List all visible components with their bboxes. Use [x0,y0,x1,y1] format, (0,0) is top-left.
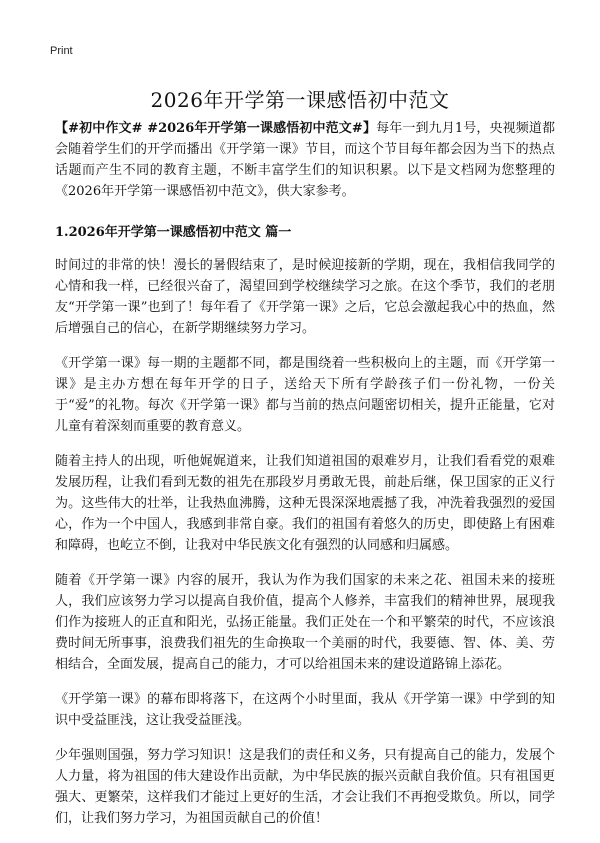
article-body [55,118,555,843]
body-paragraph: 《开学第一课》的幕布即将落下，在这两个小时里面，我从《开学第一课》中学到的知识中受益匪浅，这让我受益匪浅。 [55,692,555,728]
body-paragraph: 《开学第一课》每一期的主题都不同，都是围绕着一些积极向上的主题，而《开学第一课》是主办方想在每年开学的日子，送给天下所有学龄孩子们一份礼物，一份关于“爱”的礼物。每次《开学第一课》都与当前的热点问题密切相关，提升正能量，它对儿童有着深刻而重要的教育意义。 [55,356,555,434]
body-paragraph: 时间过的非常的快！漫长的暑假结束了，是时候迎接新的学期，现在，我相信我同学的心情和我一样，已经很兴奋了，渴望回到学校继续学习之旅。在这个季节，我们的老朋友“开学第一课”也到了！每年看了《开学第一课》之后，它总会激起我心中的热血，然后增强自己的信心，在新学期继续努力学习。 [55,258,555,336]
tag-line: 【#初中作文# #2026年开学第一课感悟初中范文#】 [55,121,377,136]
body-paragraph: 随着主持人的出现，听他娓娓道来，让我们知道祖国的艰难岁月，让我们看看党的艰难发展历程，让我们看到无数的祖先在那段岁月勇敢无畏，前赴后继，保卫国家的正义行为。这些伟大的壮举，让我热血沸腾，这种无畏深深地震撼了我，冲洗着我强烈的爱国心，作为一个中国人，我感到非常自豪。我们的祖国有着悠久的历史，即使路上有困难和障碍，也屹立不倒，让我对中华民族文化有强烈的认同感和归属感。 [55,454,555,553]
section-heading: 1.2026年开学第一课感悟初中范文 篇一 [55,225,292,240]
print-link[interactable]: Print [50,45,73,57]
page-title: 2026年开学第一课感悟初中范文 [150,88,450,112]
intro-paragraph [55,118,555,202]
intro-text: 每年一到九月1号，央视频道都会随着学生们的开学而播出《开学第一课》节目，而这个节目每年都会因为当下的热点话题而产生不同的教育主题，不断丰富学生们的知识积累。以下是文档网为您整理的《2026年开学第一课感悟初中范文》，供大家参考。 [55,121,555,199]
body-paragraph: 少年强则国强，努力学习知识！这是我们的责任和义务，只有提高自己的能力，发展个人力量，将为祖国的伟大建设作出贡献，为中华民族的振兴贡献自我价值。只有祖国更强大、更繁荣，这样我们才能过上更好的生活，才会让我们不再抱受欺负。所以，同学们，让我们努力学习，为祖国贡献自己的价值！ [55,748,555,826]
body-paragraph: 随着《开学第一课》内容的展开，我认为作为我们国家的未来之花、祖国未来的接班人，我们应该努力学习以提高自我价值，提高个人修养，丰富我们的精神世界，展现我们作为接班人的正直和阳光，弘扬正能量。我们正处在一个和平繁荣的时代，不应该浪费时间无所事事，浪费我们祖先的生命换取一个美丽的时代，我要德、智、体、美、劳相结合，全面发展，提高自己的能力，才可以给祖国未来的建设道路锦上添花。 [55,573,555,672]
